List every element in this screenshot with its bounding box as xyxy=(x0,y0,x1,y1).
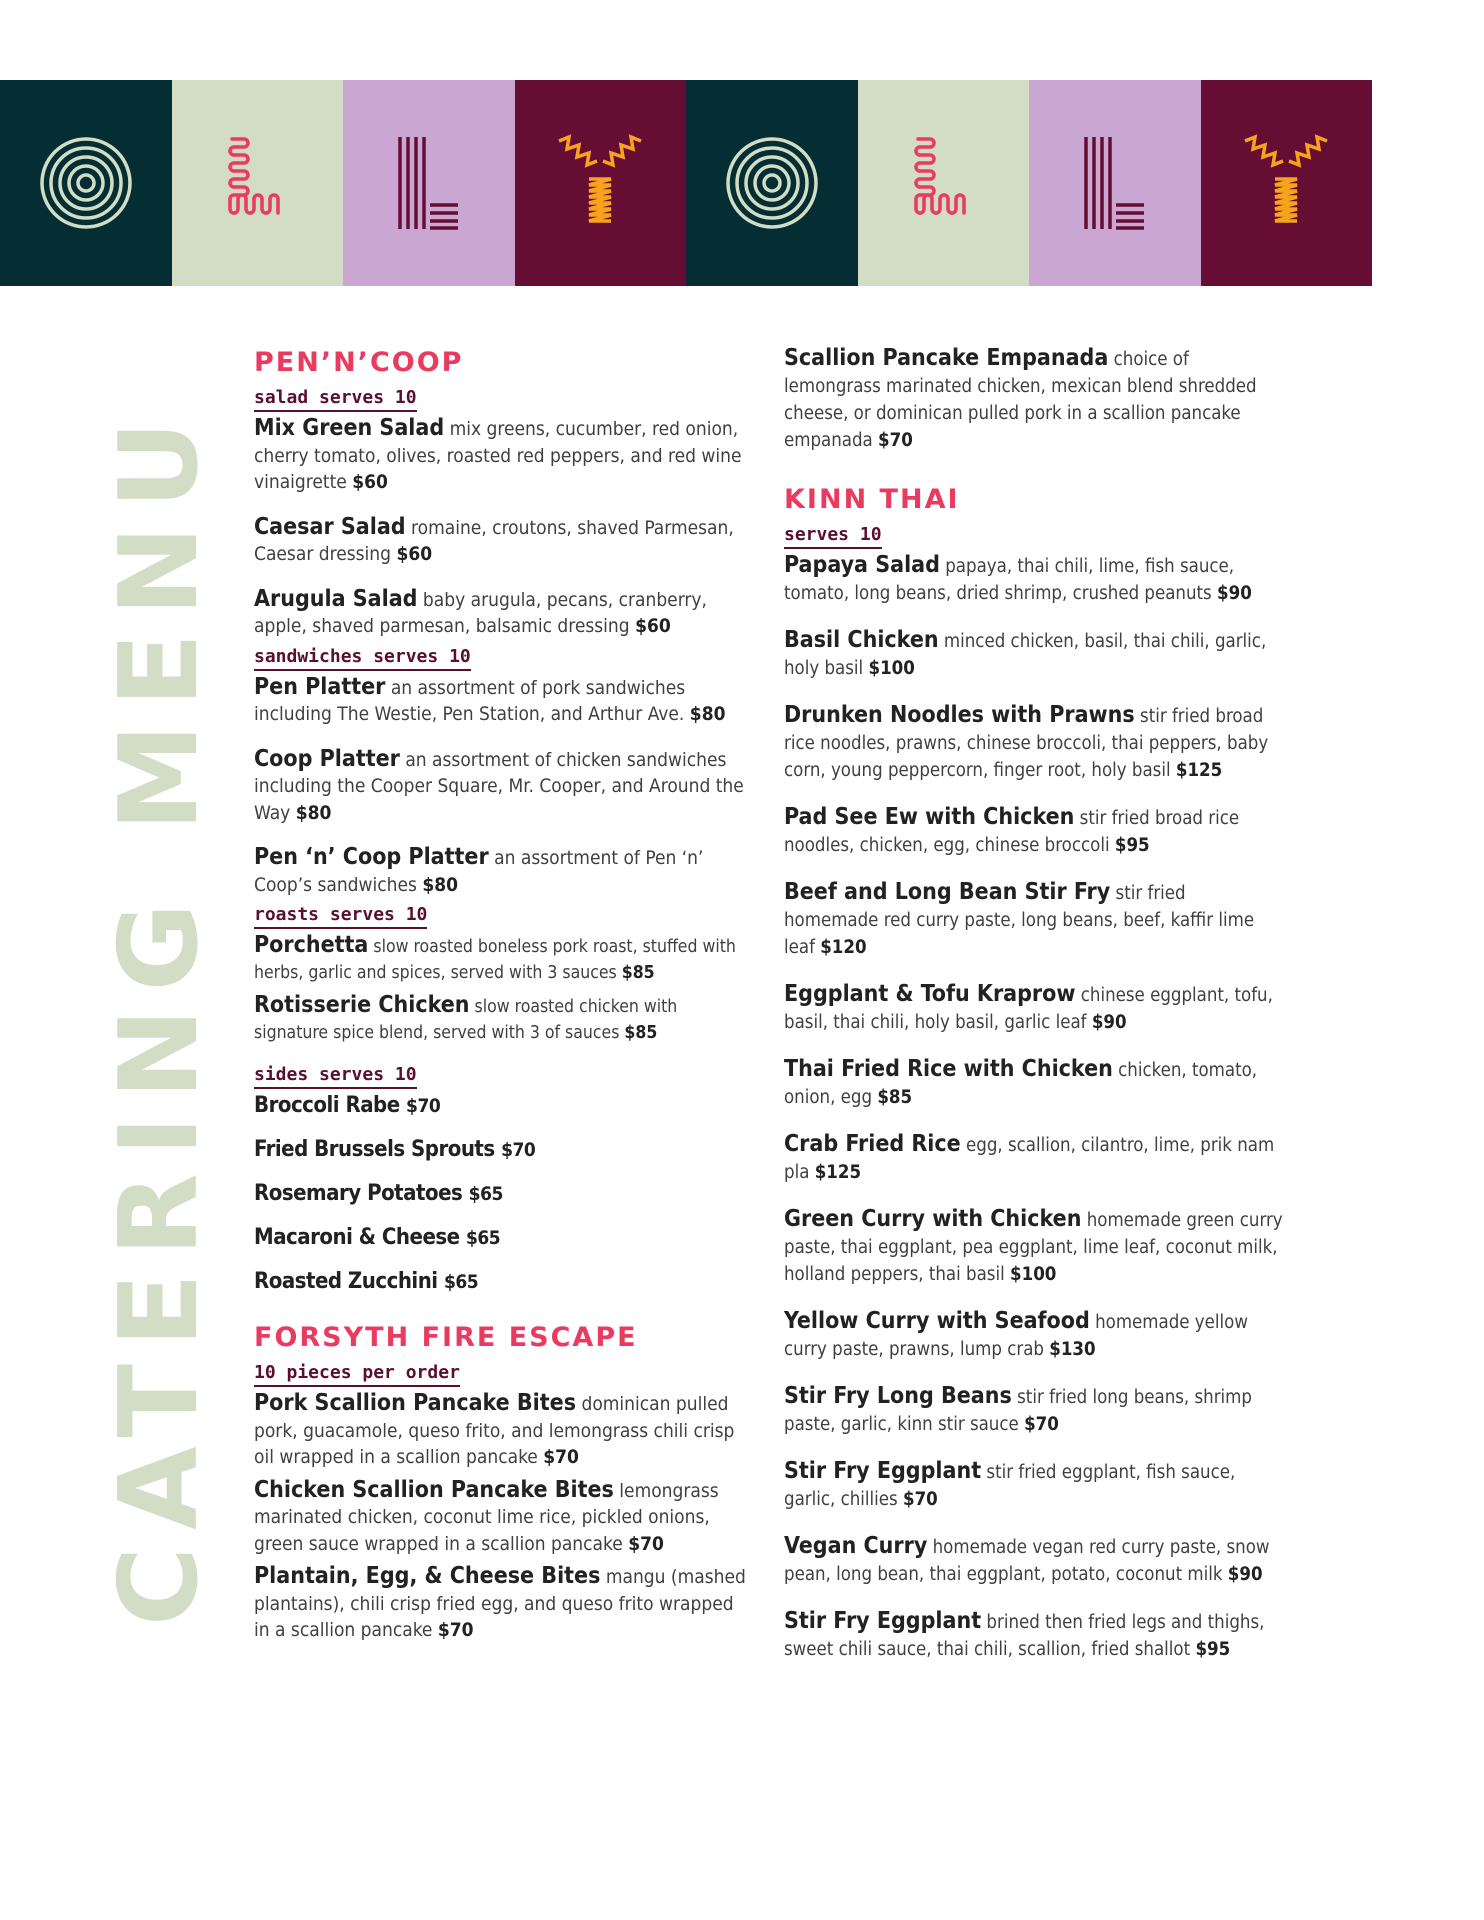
menu-item: Pen ‘n’ Coop Platter an assortment of Pen ‘n’ Coop’s sandwiches $80 xyxy=(254,844,704,896)
logo-banner xyxy=(0,80,1372,286)
catering-menu-title: CATERING MENU xyxy=(97,403,222,1627)
side-item: Roasted Zucchini $65 xyxy=(254,1269,479,1294)
menu-item: Pad See Ew with Chicken stir fried broad rice noodles, chicken, egg, chinese broccoli $95 xyxy=(784,804,1240,856)
menu-item: Yellow Curry with Seafood homemade yellow curry paste, prawns, lump crab $130 xyxy=(784,1308,1248,1360)
menu-item: Eggplant & Tofu Kraprow chinese eggplant, tofu, basil, thai chili, holy basil, garlic leaf $90 xyxy=(784,981,1273,1033)
menu-item: Arugula Salad baby arugula, pecans, cranberry, apple, shaved parmesan, balsamic dressing $60 xyxy=(254,585,707,637)
lines-l-icon xyxy=(1029,80,1201,286)
subhead-sides: sides serves 10 xyxy=(254,1064,417,1089)
squiggle-l-icon xyxy=(172,80,344,286)
subhead-pieces: 10 pieces per order xyxy=(254,1362,460,1387)
menu-item: Beef and Long Bean Stir Fry stir fried homemade red curry paste, long beans, beef, kaffir lime leaf $120 xyxy=(784,879,1255,958)
menu-item: Green Curry with Chicken homemade green curry paste, thai eggplant, pea eggplant, lime leaf, coconut milk, holland peppers, thai basil $100 xyxy=(784,1206,1283,1285)
side-item: Macaroni & Cheese $65 xyxy=(254,1225,501,1250)
subhead-salad: salad serves 10 xyxy=(254,387,417,412)
menu-item: Drunken Noodles with Prawns stir fried broad rice noodles, prawns, chinese broccoli, thai peppers, baby corn, young peppercorn, finger root, holy basil $125 xyxy=(784,702,1269,781)
subhead-serves: serves 10 xyxy=(784,524,882,549)
concentric-circles-icon xyxy=(686,80,858,286)
menu-item: Plantain, Egg, & Cheese Bites mangu (mashed plantains), chili crisp fried egg, and queso frito wrapped in a scallion pancake $70 xyxy=(254,1563,746,1641)
subhead-roasts: roasts serves 10 xyxy=(254,904,427,929)
menu-item: Basil Chicken minced chicken, basil, thai chili, garlic, holy basil $100 xyxy=(784,627,1267,679)
side-item: Fried Brussels Sprouts $70 xyxy=(254,1137,536,1162)
menu-item: Chicken Scallion Pancake Bites lemongrass marinated chicken, coconut lime rice, pickled onions, green sauce wrapped in a scallion pancake $70 xyxy=(254,1476,719,1555)
menu-item: Stir Fry Long Beans stir fried long beans, shrimp paste, garlic, kinn stir sauce $70 xyxy=(784,1383,1252,1435)
menu-item: Stir Fry Eggplant brined then fried legs and thighs, sweet chili sauce, thai chili, scallion, fried shallot $95 xyxy=(784,1608,1265,1660)
menu-item: Pork Scallion Pancake Bites dominican pulled pork, guacamole, queso frito, and lemongrass chili crisp oil wrapped in a scallion pancake $70 xyxy=(254,1390,735,1468)
menu-item: Papaya Salad papaya, thai chili, lime, fish sauce, tomato, long beans, dried shrimp, crushed peanuts $90 xyxy=(784,552,1252,604)
lines-l-icon xyxy=(343,80,515,286)
side-item: Broccoli Rabe $70 xyxy=(254,1093,441,1118)
squiggle-l-icon xyxy=(858,80,1030,286)
menu-item: Thai Fried Rice with Chicken chicken, tomato, onion, egg $85 xyxy=(784,1056,1258,1108)
concentric-circles-icon xyxy=(0,80,172,286)
section-title-pen-coop: PEN’N’COOP xyxy=(254,347,464,378)
menu-item: Stir Fry Eggplant stir fried eggplant, fish sauce, garlic, chillies $70 xyxy=(784,1458,1236,1510)
zigzag-y-icon xyxy=(1201,80,1373,286)
menu-item: Vegan Curry homemade vegan red curry paste, snow pean, long bean, thai eggplant, potato, coconut milk $90 xyxy=(784,1533,1270,1585)
menu-item: Crab Fried Rice egg, scallion, cilantro, lime, prik nam pla $125 xyxy=(784,1131,1275,1183)
menu-item: Rotisserie Chicken slow roasted chicken with signature spice blend, served with 3 of sauces $85 xyxy=(254,992,678,1043)
side-item: Rosemary Potatoes $65 xyxy=(254,1181,503,1206)
subhead-sandwiches: sandwiches serves 10 xyxy=(254,646,471,671)
section-title-kinn-thai: KINN THAI xyxy=(784,484,960,515)
menu-item: Pen Platter an assortment of pork sandwiches including The Westie, Pen Station, and Arthur Ave. $80 xyxy=(254,673,726,725)
left-column xyxy=(254,345,754,1650)
menu-item: Coop Platter an assortment of chicken sandwiches including the Cooper Square, Mr. Cooper, and Around the Way $80 xyxy=(254,745,744,824)
menu-item: Porchetta slow roasted boneless pork roast, stuffed with herbs, garlic and spices, served with 3 sauces $85 xyxy=(254,932,736,983)
menu-item: Mix Green Salad mix greens, cucumber, red onion, cherry tomato, olives, roasted red peppers, and red wine vinaigrette $60 xyxy=(254,415,742,493)
right-column xyxy=(784,345,1284,1683)
zigzag-y-icon xyxy=(515,80,687,286)
menu-item: Caesar Salad romaine, croutons, shaved Parmesan, Caesar dressing $60 xyxy=(254,513,734,565)
section-title-forsyth: FORSYTH FIRE ESCAPE xyxy=(254,1322,638,1353)
menu-item-empanada: Scallion Pancake Empanada choice of lemongrass marinated chicken, mexican blend shredded cheese, or dominican pulled pork in a scallion pancake empanada $70 xyxy=(784,345,1257,451)
